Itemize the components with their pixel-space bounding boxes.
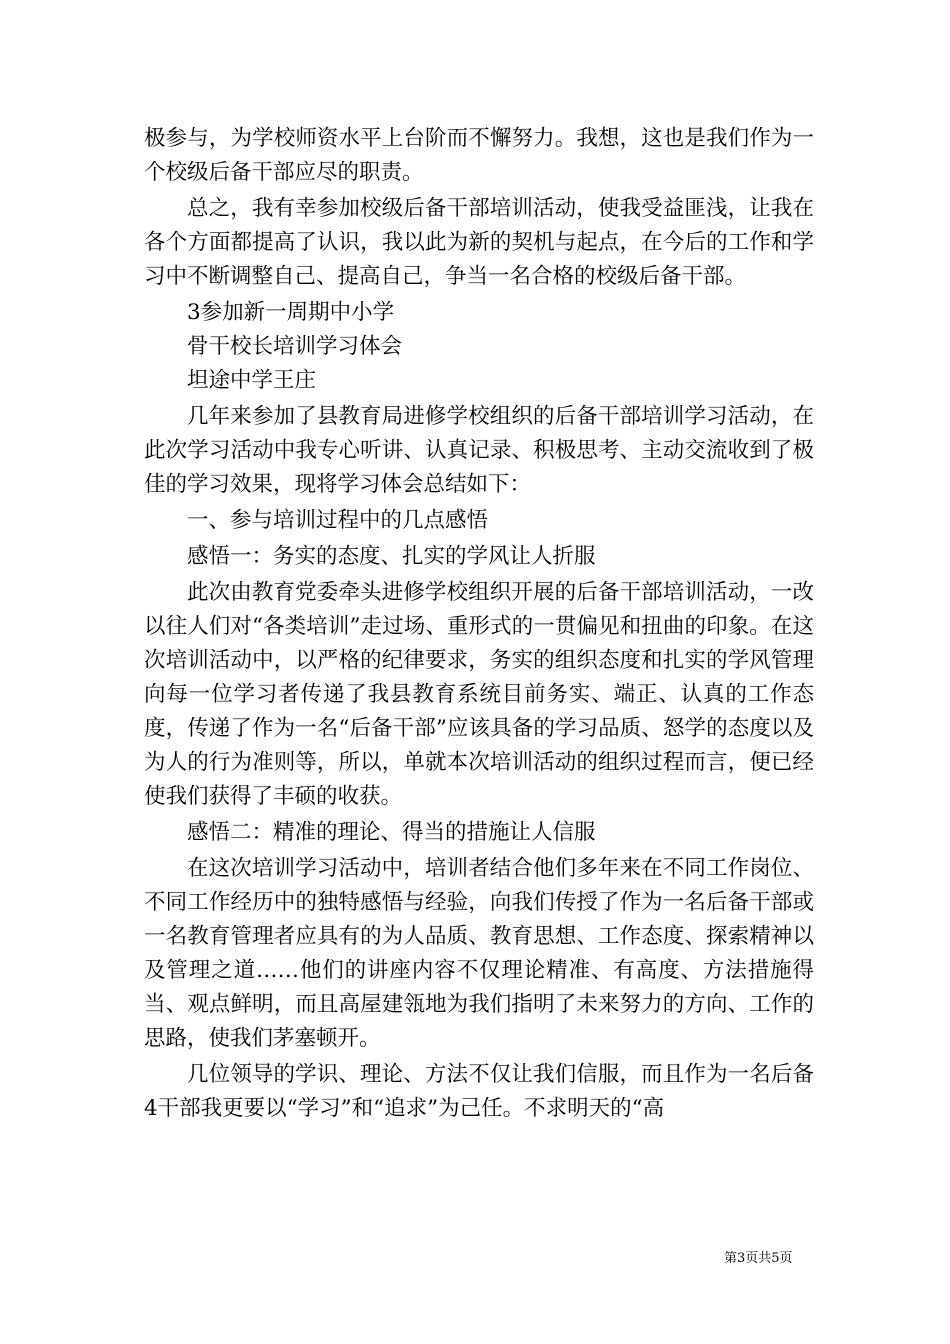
page-footer: 第3页共5页 bbox=[724, 1251, 793, 1266]
document-body bbox=[144, 122, 814, 1126]
heading-insight-two: 感悟二：精准的理论、得当的措施让人信服 bbox=[187, 820, 596, 845]
paragraph-2: 总之，我有幸参加校级后备干部培训活动，使我受益匪浅，让我在各个方面都提高了认识，我以此为新的契机与起点，在今后的工作和学习中不断调整自己、提高自己，争当一名合格的校级后备干部。 bbox=[144, 196, 814, 289]
paragraph-insight-one: 此次由教育党委牵头进修学校组织开展的后备干部培训活动，一改以往人们对“各类培训”走过场、重形式的一贯偏见和扭曲的印象。在这次培训活动中，以严格的纪律要求，务实的组织态度和扎实的学风管理向每一位学习者传递了我县教育系统目前务实、端正、认真的工作态度，传递了作为一名“后备干部”应该具备的学习品质、怒学的态度以及为人的行为准则等，所以，单就本次培训活动的组织过程而言，便已经使我们获得了丰硕的收获。 bbox=[144, 580, 814, 809]
heading-part-one: 一、参与培训过程中的几点感悟 bbox=[187, 508, 489, 533]
paragraph-insight-two: 在这次培训学习活动中，培训者结合他们多年来在不同工作岗位、不同工作经历中的独特感悟与经验，向我们传授了作为一名后备干部或一名教育管理者应具有的为人品质、教育思想、工作态度、探索精神以及管理之道……他们的讲座内容不仅理论精准、有高度、方法措施得当、观点鲜明，而且高屋建瓴地为我们指明了未来努力的方向、工作的思路，使我们茅塞顿开。 bbox=[144, 856, 814, 1051]
section-number-title: 3参加新一周期中小学 bbox=[187, 300, 395, 325]
author-line: 坦途中学王庄 bbox=[187, 368, 317, 393]
section-title: 骨干校长培训学习体会 bbox=[187, 334, 403, 359]
paragraph-1: 极参与，为学校师资水平上台阶而不懈努力。我想，这也是我们作为一个校级后备干部应尽的职责。 bbox=[144, 126, 814, 185]
heading-insight-one: 感悟一：务实的态度、扎实的学风让人折服 bbox=[187, 544, 596, 569]
paragraph-intro: 几年来参加了县教育局进修学校组织的后备干部培训学习活动，在此次学习活动中我专心听讲、认真记录、积极思考、主动交流收到了极佳的学习效果，现将学习体会总结如下： bbox=[144, 404, 814, 497]
paragraph-last: 几位领导的学识、理论、方法不仅让我们信服，而且作为一名后备4干部我更要以“学习”和“追求”为己任。不求明天的“高 bbox=[144, 1062, 814, 1121]
